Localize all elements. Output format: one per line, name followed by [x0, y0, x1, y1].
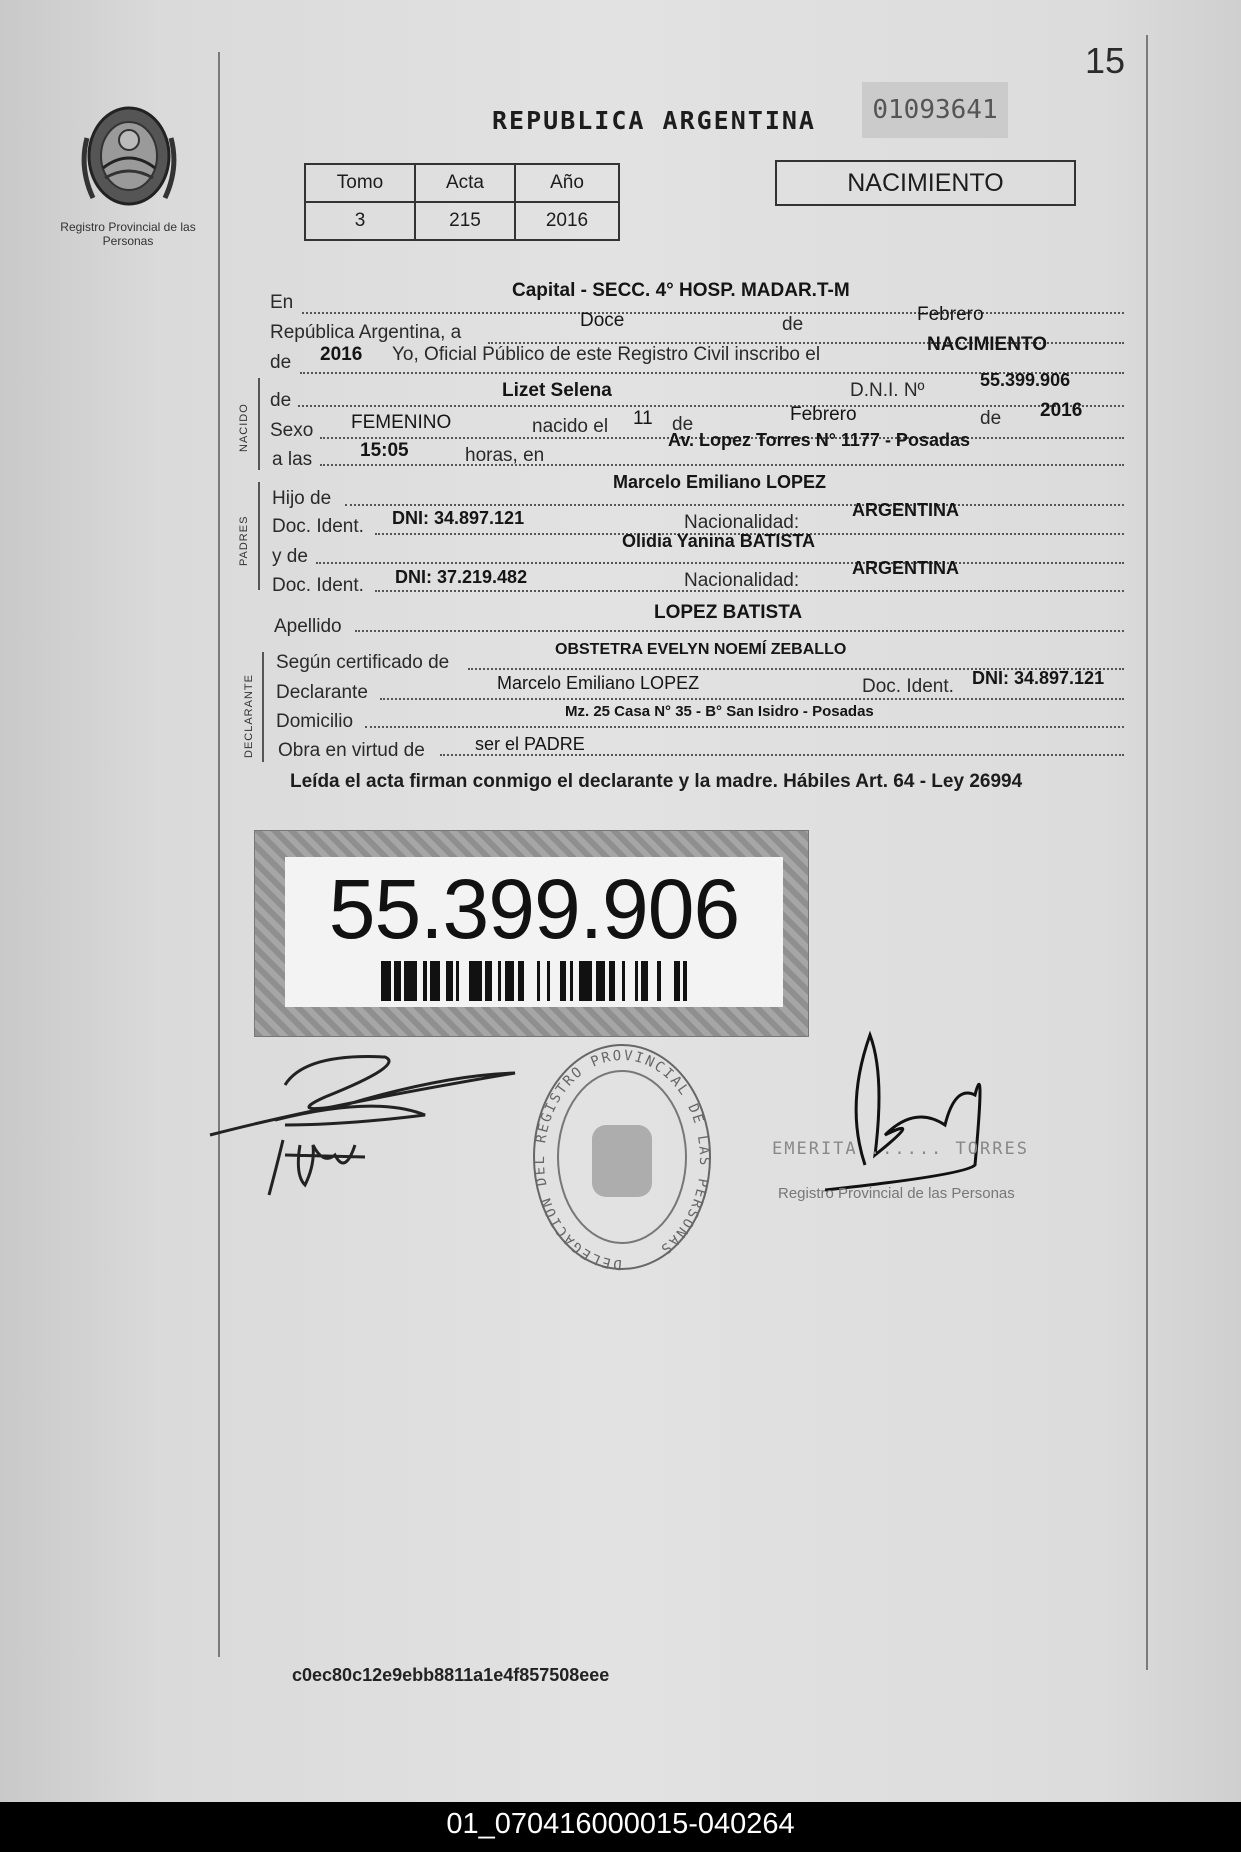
barcode-stripe	[550, 961, 560, 1001]
registry-table	[304, 163, 620, 241]
dni-sticker	[254, 830, 809, 1037]
left-margin-line	[218, 52, 220, 1657]
declarant-signature	[205, 1045, 525, 1205]
inscribo-text: Yo, Oficial Público de este Registro Civil inscribo el	[392, 344, 821, 365]
provincial-crest-logo	[75, 98, 183, 216]
official-seal	[530, 1035, 715, 1280]
sexo-value: FEMENINO	[351, 412, 452, 433]
page-number: 15	[1085, 40, 1126, 81]
officer-signature	[825, 1025, 1025, 1195]
tomo-value: 3	[305, 202, 415, 240]
y-de-label: y de	[272, 546, 308, 567]
doc-ident-label: Doc. Ident.	[862, 676, 954, 697]
dotted-line	[345, 504, 1124, 506]
tomo-header: Tomo	[305, 164, 415, 202]
nacido-de-label: de	[270, 390, 292, 411]
de-label: de	[980, 408, 1002, 429]
right-margin-line	[1146, 35, 1148, 1670]
section-bar	[258, 482, 260, 590]
barcode-stripe	[648, 961, 658, 1001]
en-label: En	[270, 292, 294, 313]
dotted-line	[355, 630, 1124, 632]
barcode-stripe	[625, 961, 635, 1001]
birth-time: 15:05	[360, 440, 409, 461]
dotted-line	[320, 464, 1124, 466]
child-name: Lizet Selena	[502, 380, 612, 401]
doc-ident-label: Doc. Ident.	[272, 575, 364, 596]
certificado-label: Según certificado de	[276, 652, 450, 673]
section-bar	[262, 652, 264, 762]
anio-header: Año	[515, 164, 619, 202]
dotted-line	[316, 562, 1124, 564]
obra-value: ser el PADRE	[475, 734, 585, 754]
year-value: 2016	[320, 344, 363, 365]
seal-ring-text: DELEGACION DEL REGISTRO PROVINCIAL DE LAS PERSONAS	[532, 1047, 713, 1273]
sticker-label	[285, 857, 783, 1007]
declarante-doc: DNI: 34.897.121	[972, 668, 1105, 688]
serial-number: 01093641	[862, 82, 1008, 138]
section-bar	[258, 378, 260, 470]
sticker-number: 55.399.906	[328, 862, 740, 956]
mother-name: Olidia Yanina BATISTA	[622, 531, 816, 551]
domicilio-label: Domicilio	[276, 711, 354, 732]
barcode-stripe	[430, 961, 440, 1001]
nacido-el-label: nacido el	[532, 416, 609, 437]
de-label: de	[672, 414, 694, 435]
sexo-label: Sexo	[270, 420, 314, 441]
apellido-value: LOPEZ BATISTA	[654, 602, 803, 623]
birth-month: Febrero	[790, 404, 857, 425]
act-type-box: NACIMIENTO	[775, 160, 1076, 206]
domicilio-value: Mz. 25 Casa N° 35 - B° San Isidro - Posadas	[565, 703, 874, 720]
hijo-de-label: Hijo de	[272, 488, 332, 509]
certificate-value: OBSTETRA EVELYN NOEMÍ ZEBALLO	[555, 641, 847, 658]
republica-label: República Argentina, a	[270, 322, 462, 343]
barcode-stripe	[687, 961, 694, 1001]
footer-bar	[0, 1802, 1241, 1852]
logo-caption: Registro Provincial de las Personas	[60, 220, 196, 248]
birth-year: 2016	[1040, 400, 1083, 421]
month-value: Febrero	[917, 304, 984, 325]
birth-day: 11	[633, 408, 653, 429]
alas-label: a las	[272, 449, 313, 470]
acta-header: Acta	[415, 164, 515, 202]
dotted-line	[298, 405, 1124, 407]
act-type-value: NACIMIENTO	[927, 334, 1047, 355]
barcode-stripe	[459, 961, 469, 1001]
barcode	[381, 961, 693, 1001]
barcode-stripe	[596, 961, 606, 1001]
barcode-stripe	[404, 961, 417, 1001]
child-dni: 55.399.906	[980, 370, 1071, 390]
declarante-value: Marcelo Emiliano LOPEZ	[497, 673, 700, 693]
barcode-stripe	[505, 961, 515, 1001]
father-name: Marcelo Emiliano LOPEZ	[613, 472, 827, 492]
dotted-line	[302, 312, 1124, 314]
document-title: REPUBLICA ARGENTINA	[492, 106, 816, 135]
father-nationality: ARGENTINA	[852, 500, 959, 520]
dni-label: D.N.I. Nº	[850, 380, 925, 401]
footer-id: 01_070416000015-040264	[446, 1808, 795, 1840]
barcode-stripe	[661, 961, 674, 1001]
mother-nationality: ARGENTINA	[852, 558, 959, 578]
horas-label: horas, en	[465, 445, 545, 466]
barcode-stripe	[524, 961, 537, 1001]
anio-value: 2016	[515, 202, 619, 240]
birth-place: Av. Lopez Torres N° 1177 - Posadas	[668, 430, 970, 450]
dotted-line	[380, 698, 1124, 700]
place-value: Capital - SECC. 4° HOSP. MADAR.T-M	[512, 280, 850, 301]
document-hash: c0ec80c12e9ebb8811a1e4f857508eee	[292, 1665, 610, 1685]
barcode-stripe	[381, 961, 391, 1001]
officer-title: Registro Provincial de las Personas	[778, 1185, 1015, 1202]
apellido-label: Apellido	[274, 616, 342, 637]
padres-side-label: PADRES	[238, 515, 250, 566]
acta-value: 215	[415, 202, 515, 240]
father-doc: DNI: 34.897.121	[392, 508, 525, 528]
declarante-label: Declarante	[276, 682, 368, 703]
year-prefix-label: de	[270, 352, 292, 373]
day-value: Doce	[580, 310, 625, 331]
barcode-stripe	[579, 961, 592, 1001]
officer-name: EMERITA ...... TORRES	[772, 1139, 1029, 1159]
doc-ident-label: Doc. Ident.	[272, 516, 364, 537]
obra-label: Obra en virtud de	[278, 740, 425, 761]
mother-doc: DNI: 37.219.482	[395, 567, 528, 587]
closing-statement: Leída el acta firman conmigo el declarante y la madre. Hábiles Art. 64 - Ley 26994	[290, 771, 1023, 792]
barcode-stripe	[469, 961, 482, 1001]
dotted-line	[365, 726, 1124, 728]
de-label: de	[782, 314, 804, 335]
nacionalidad-label: Nacionalidad:	[684, 512, 800, 533]
declarante-side-label: DECLARANTE	[243, 674, 255, 758]
nacionalidad-label: Nacionalidad:	[684, 570, 800, 591]
nacido-side-label: NACIDO	[238, 403, 250, 452]
